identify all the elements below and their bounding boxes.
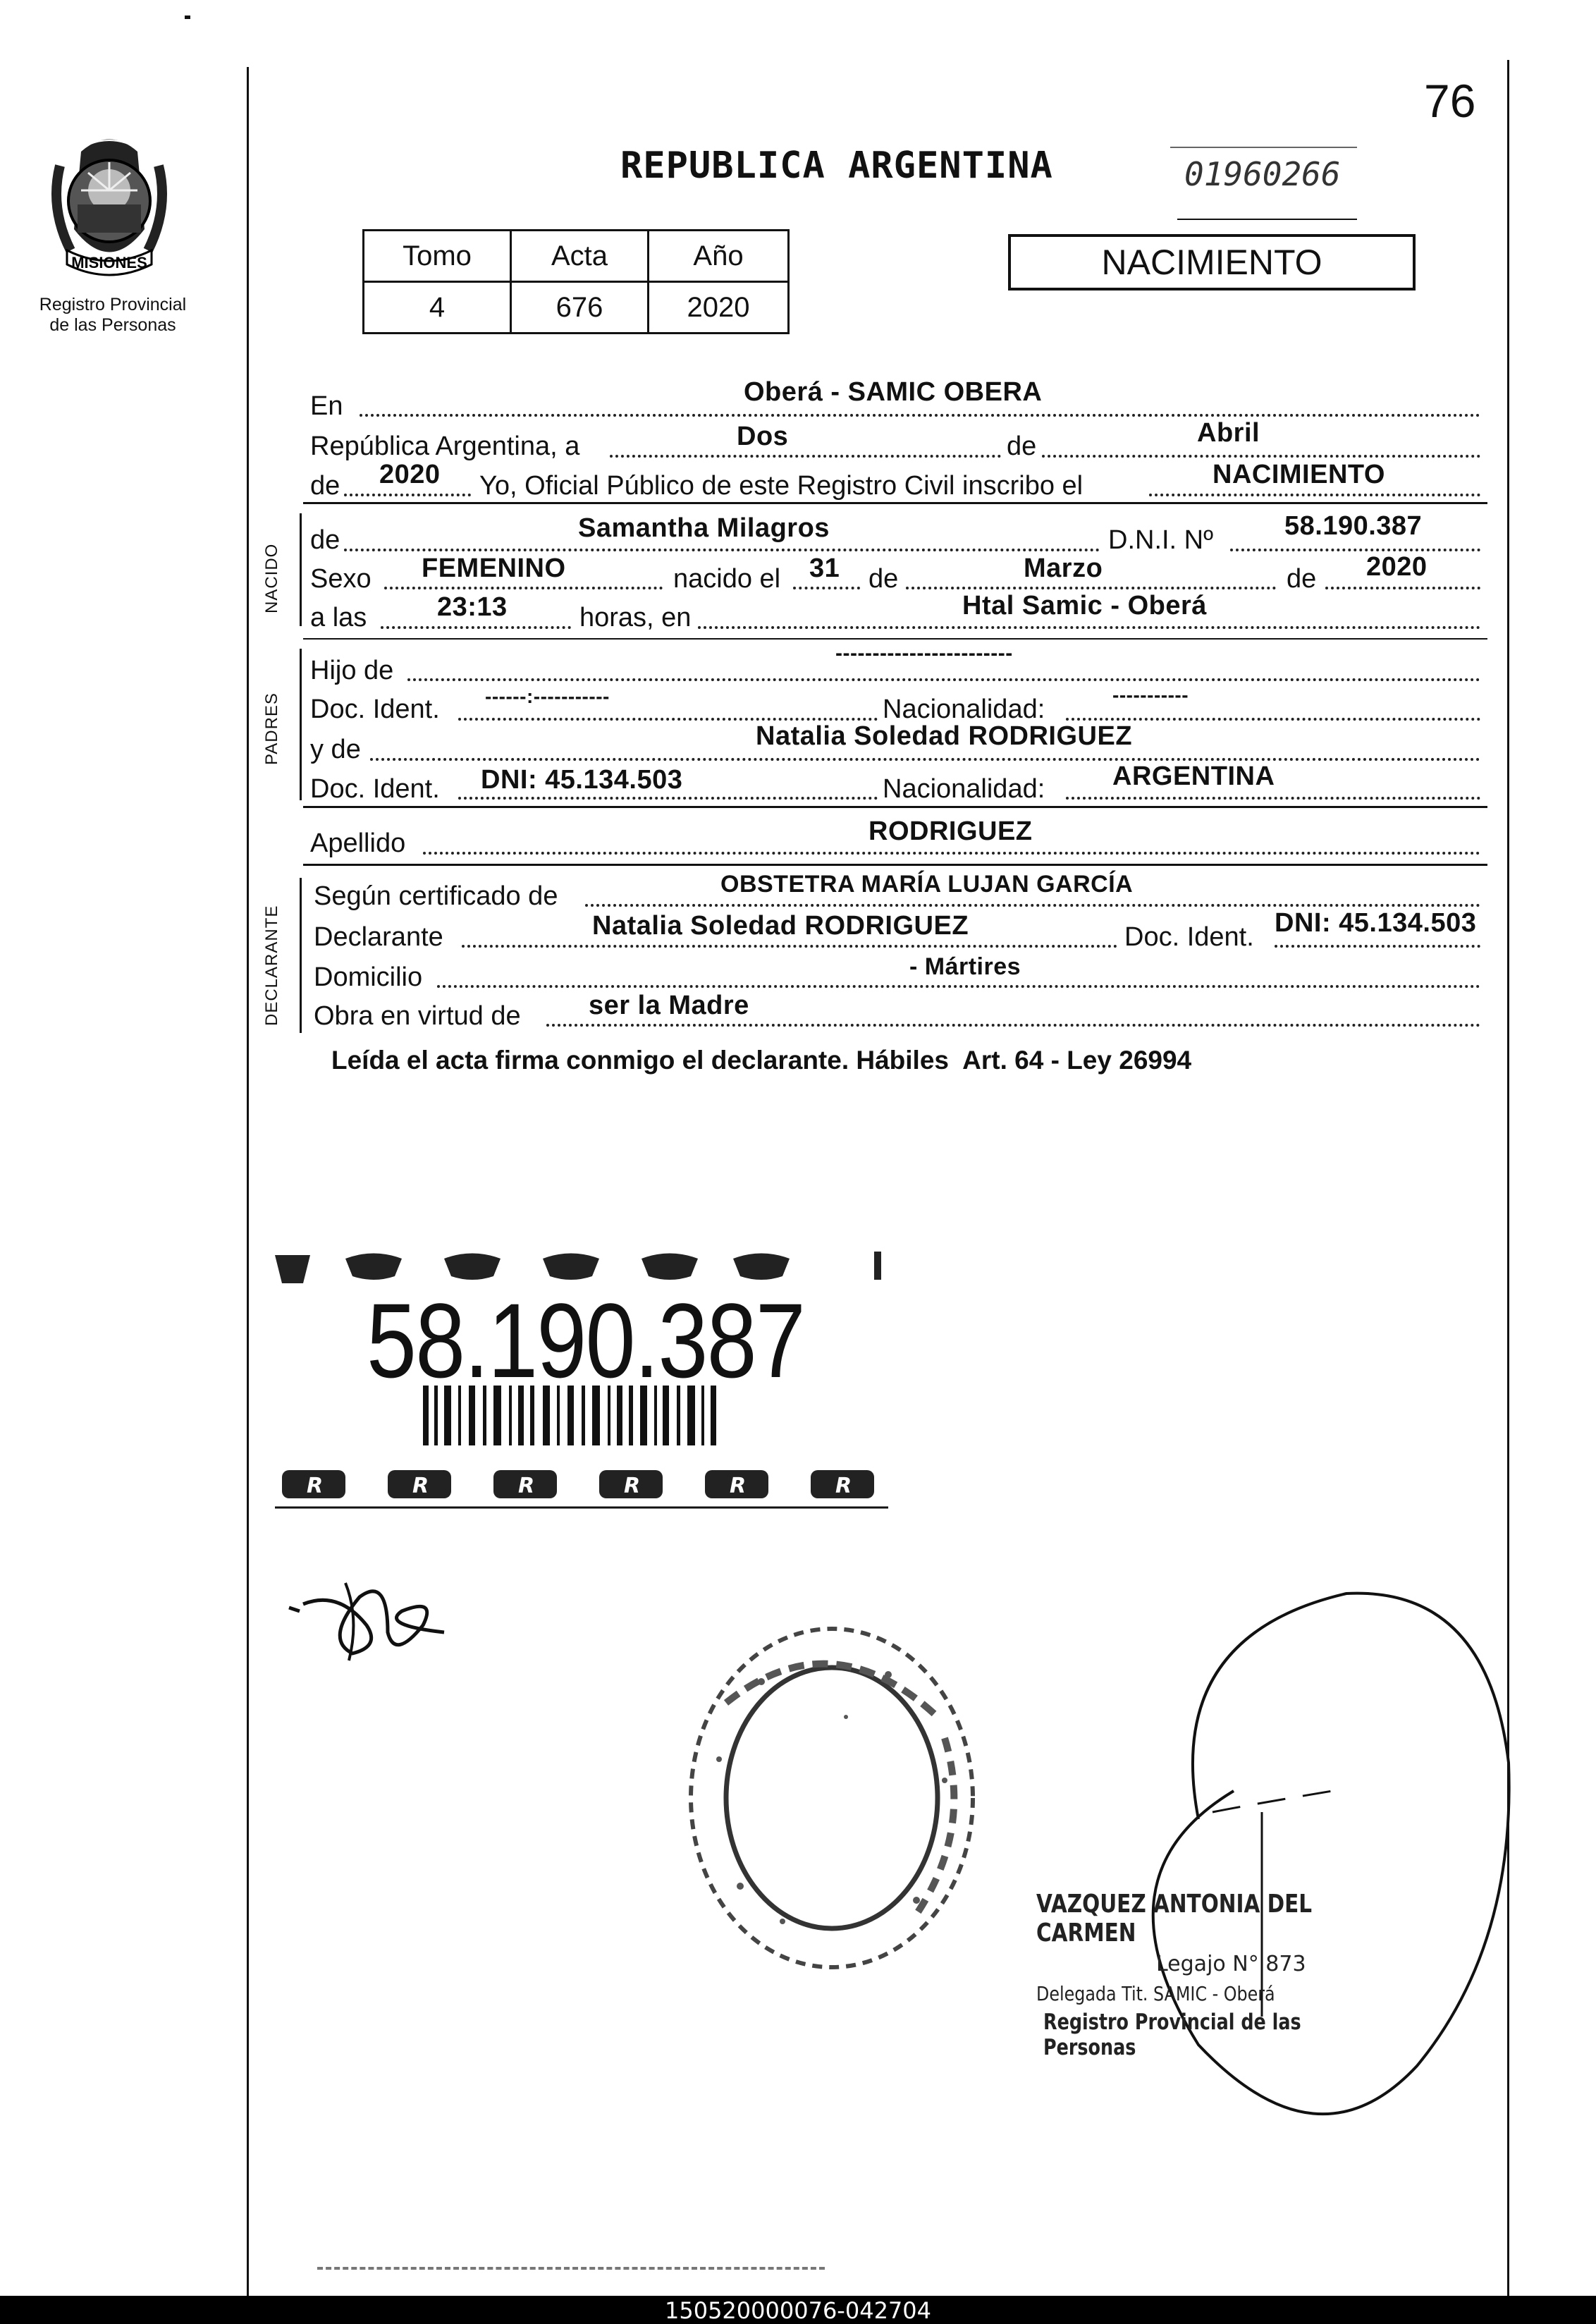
- mother-name: Natalia Soledad RODRIGUEZ: [756, 721, 1133, 751]
- padres-bracket: [300, 649, 302, 800]
- official-round-stamp: [677, 1618, 987, 1985]
- inscribe-dotted-line: [1149, 494, 1480, 496]
- sticker-r-mark: R: [624, 1474, 641, 1498]
- month-dotted-line: [1042, 455, 1480, 458]
- record-table-header-row: [364, 231, 789, 282]
- sexo-label: Sexo: [310, 564, 372, 594]
- faint-bottom-line: [317, 2267, 825, 2273]
- serial-number: 01960266: [1184, 155, 1341, 193]
- record-table-header: Año: [649, 231, 789, 282]
- sticker-r-mark: R: [835, 1474, 852, 1498]
- officer-legajo: Legajo N° 873: [1156, 1952, 1306, 1976]
- sticker-r-mark: R: [307, 1474, 324, 1498]
- mother-dotted-line: [370, 758, 1480, 761]
- mother-doc: DNI: 45.134.503: [481, 765, 683, 795]
- father-dotted-line: [407, 678, 1480, 681]
- mother-nac-label: Nacionalidad:: [883, 774, 1045, 804]
- newborn-sex: FEMENINO: [422, 554, 566, 583]
- mother-nationality: ARGENTINA: [1112, 762, 1275, 791]
- seal-text-misiones: MISIONES: [71, 254, 147, 271]
- birth-time: 23:13: [437, 592, 508, 622]
- obra-label: Obra en virtud de: [314, 1001, 521, 1031]
- name-dotted-line: [344, 549, 1100, 551]
- dni-label: D.N.I. Nº: [1108, 525, 1213, 555]
- birth-place: Htal Samic - Oberá: [962, 591, 1207, 620]
- record-table-value-row: [364, 282, 789, 334]
- year-de-label: de: [310, 471, 340, 501]
- father-nationality: -----------: [1112, 684, 1189, 706]
- declarante-section-label: DECLARANTE: [262, 905, 281, 1026]
- newborn-dni: 58.190.387: [1284, 511, 1423, 541]
- father-doc-label: Doc. Ident.: [310, 695, 440, 724]
- birth-day-dotted-line: [793, 587, 860, 589]
- officer-registry: Registro Provincial de las Personas: [1043, 2010, 1301, 2060]
- padres-bottom-rule: [303, 806, 1487, 808]
- scan-mark: [185, 16, 190, 19]
- birth-month-dotted-line: [906, 587, 1276, 589]
- footer-code: 150520000076-042704: [664, 2297, 931, 2324]
- nacido-bottom-rule: [303, 638, 1487, 640]
- father-doc: ------:-----------: [485, 685, 610, 707]
- declarante-label: Declarante: [314, 922, 443, 952]
- nacido-bracket: [300, 513, 302, 626]
- birth-place-dotted-line: [698, 626, 1480, 629]
- act-bottom-rule: [303, 502, 1487, 504]
- en-dotted-line: [360, 414, 1480, 417]
- left-margin-line: [247, 67, 249, 2306]
- record-table-header: Tomo: [364, 231, 511, 282]
- mother-doc-dotted-line: [458, 797, 878, 800]
- act-year: 2020: [379, 460, 441, 489]
- yo-text: Yo, Oficial Público de este Registro Civil inscribo el: [479, 471, 1084, 501]
- declarant-signature: [282, 1569, 465, 1668]
- record-table-header: Acta: [511, 231, 649, 282]
- closing-text: Leída el acta firma conmigo el declarante. Hábiles Art. 64 - Ley 26994: [331, 1046, 1192, 1075]
- nacido-de-label: de: [310, 525, 340, 555]
- act-de-label: de: [1007, 432, 1037, 461]
- act-day-word: Dos: [737, 422, 789, 451]
- officer-position: Delegada Tit. SAMIC - Oberá: [1036, 1982, 1275, 2005]
- record-table-cell: 2020: [649, 282, 789, 334]
- page-number: 76: [1424, 75, 1476, 127]
- birth-month: Marzo: [1024, 554, 1103, 583]
- registry-name: [25, 295, 201, 336]
- obra-dotted-line: [546, 1024, 1480, 1027]
- obra-value: ser la Madre: [589, 991, 749, 1020]
- sticker-r-mark: R: [730, 1474, 747, 1498]
- birth-year-dotted-line: [1325, 587, 1480, 589]
- sticker-number: 58.190.387: [367, 1281, 805, 1400]
- mother-doc-label: Doc. Ident.: [310, 774, 440, 804]
- padres-section-label: PADRES: [262, 692, 281, 765]
- declarante-doc: DNI: 45.134.503: [1275, 908, 1477, 938]
- officer-stamp: [1036, 1890, 1459, 2060]
- a-las-label: a las: [310, 603, 367, 632]
- sticker-r-mark: R: [518, 1474, 535, 1498]
- cert-value: OBSTETRA MARÍA LUJAN GARCÍA: [720, 871, 1134, 898]
- year-dotted-line: [344, 494, 471, 496]
- hijo-de-label: Hijo de: [310, 656, 394, 685]
- nacido-section-label: NACIDO: [262, 543, 281, 613]
- domicilio-label: Domicilio: [314, 962, 423, 992]
- record-table: [362, 229, 790, 334]
- apellido-dotted-line: [423, 852, 1480, 855]
- declarante-doc-dotted-line: [1275, 945, 1480, 948]
- republica-label: República Argentina, a: [310, 432, 580, 461]
- dni-sticker: [268, 1227, 888, 1509]
- republica-dotted-line: [610, 455, 1001, 458]
- domicilio-value: - Mártires: [909, 953, 1021, 980]
- serial-overline: [1170, 147, 1357, 148]
- act-month-word: Abril: [1197, 418, 1260, 448]
- dni-dotted-line: [1230, 549, 1480, 551]
- record-type-box: NACIMIENTO: [1008, 234, 1416, 290]
- father-name: ------------------------: [835, 642, 1013, 665]
- apellido-label: Apellido: [310, 828, 406, 858]
- sticker-r-mark: R: [412, 1474, 429, 1498]
- mother-nac-dotted-line: [1066, 797, 1480, 800]
- act-place: Oberá - SAMIC OBERA: [744, 377, 1043, 407]
- serial-underline: [1177, 219, 1357, 220]
- declarante-name: Natalia Soledad RODRIGUEZ: [592, 911, 969, 941]
- officer-name: VAZQUEZ ANTONIA DEL CARMEN: [1036, 1890, 1313, 1947]
- record-table-cell: 4: [364, 282, 511, 334]
- declarante-dotted-line: [462, 945, 1117, 948]
- time-dotted-line: [381, 626, 571, 629]
- registry-line2: de las Personas: [49, 315, 176, 335]
- nacido-el-label: nacido el: [673, 564, 781, 594]
- cert-label: Según certificado de: [314, 881, 558, 911]
- apellido-value: RODRIGUEZ: [868, 817, 1033, 846]
- domicilio-dotted-line: [437, 985, 1480, 988]
- birth-year-de-label: de: [1287, 564, 1317, 594]
- y-de-label: y de: [310, 735, 361, 764]
- newborn-name: Samantha Milagros: [578, 513, 830, 543]
- province-emblem: [39, 123, 180, 293]
- record-table-cell: 676: [511, 282, 649, 334]
- father-doc-dotted-line: [458, 718, 878, 721]
- father-nac-label: Nacionalidad:: [883, 695, 1045, 724]
- father-nac-dotted-line: [1066, 718, 1480, 721]
- registry-line1: Registro Provincial: [39, 295, 187, 314]
- birth-day: 31: [809, 554, 840, 583]
- en-label: En: [310, 391, 343, 421]
- horas-label: horas, en: [579, 603, 692, 632]
- country-title: REPUBLICA ARGENTINA: [620, 145, 1053, 187]
- apellido-bottom-rule: [303, 864, 1487, 866]
- sexo-dotted-line: [384, 587, 663, 589]
- birth-year: 2020: [1366, 552, 1428, 582]
- declarante-doc-label: Doc. Ident.: [1124, 922, 1254, 952]
- declarante-bracket: [300, 878, 302, 1033]
- birth-de-label: de: [868, 564, 899, 594]
- cert-dotted-line: [585, 904, 1480, 907]
- inscribe-type: NACIMIENTO: [1213, 460, 1385, 489]
